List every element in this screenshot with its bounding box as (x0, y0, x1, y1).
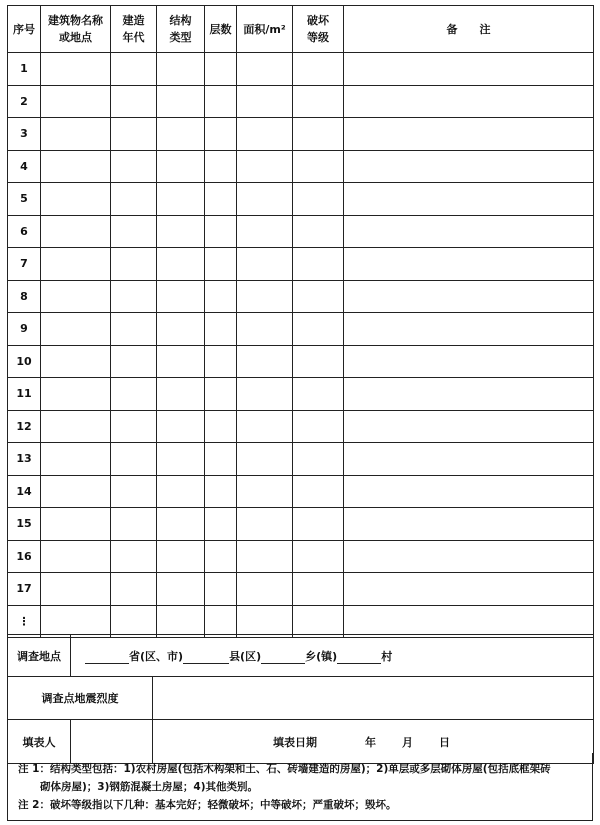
table-cell[interactable] (41, 183, 111, 216)
table-cell[interactable] (344, 280, 594, 313)
table-cell[interactable] (41, 605, 111, 638)
table-cell[interactable] (111, 443, 157, 476)
table-cell[interactable] (205, 248, 237, 281)
table-cell[interactable] (344, 118, 594, 151)
table-cell[interactable] (237, 85, 293, 118)
table-cell[interactable] (41, 118, 111, 151)
table-cell[interactable] (41, 573, 111, 606)
table-cell[interactable] (293, 508, 344, 541)
table-cell[interactable] (157, 150, 205, 183)
row-number: 15 (8, 508, 41, 541)
table-cell[interactable] (41, 475, 111, 508)
table-cell[interactable] (205, 150, 237, 183)
table-cell[interactable] (41, 508, 111, 541)
table-cell[interactable] (344, 475, 594, 508)
table-row (8, 248, 594, 281)
table-cell[interactable] (293, 573, 344, 606)
table-cell[interactable] (293, 215, 344, 248)
table-cell[interactable] (111, 280, 157, 313)
table-cell[interactable] (237, 345, 293, 378)
table-cell[interactable] (41, 215, 111, 248)
table-row (8, 53, 594, 86)
table-row (8, 443, 594, 476)
table-cell[interactable] (111, 85, 157, 118)
table-header-row (8, 6, 594, 53)
notes-section (7, 753, 593, 821)
intensity-field[interactable] (153, 677, 594, 720)
table-row (8, 345, 594, 378)
table-cell[interactable] (111, 183, 157, 216)
table-cell[interactable] (111, 508, 157, 541)
row-number: 3 (8, 118, 41, 151)
table-cell[interactable] (41, 53, 111, 86)
table-cell[interactable] (205, 540, 237, 573)
row-number: 16 (8, 540, 41, 573)
table-cell[interactable] (157, 508, 205, 541)
col-header-build-year: 建造 年代 (111, 6, 157, 53)
table-cell[interactable] (205, 475, 237, 508)
note-1: 注 1：结构类型包括：1)农村房屋(包括木构架和土、石、砖墙建造的房屋)；2)单层或多层砌体房屋(包括底框架砖 (18, 763, 551, 775)
table-row (8, 540, 594, 573)
table-cell[interactable] (205, 345, 237, 378)
intensity-label: 调查点地震烈度 (8, 677, 153, 720)
table-cell[interactable] (157, 53, 205, 86)
note-2: 注 2：破坏等级指以下几种：基本完好；轻微破坏；中等破坏；严重破坏；毁坏。 (18, 799, 397, 811)
col-header-floors: 层数 (205, 6, 237, 53)
table-cell[interactable] (344, 508, 594, 541)
col-header-structure-type: 结构 类型 (157, 6, 205, 53)
table-cell[interactable] (41, 443, 111, 476)
table-cell[interactable] (344, 313, 594, 346)
table-cell[interactable] (41, 313, 111, 346)
table-cell[interactable] (157, 345, 205, 378)
table-cell[interactable] (205, 410, 237, 443)
table-cell[interactable] (293, 475, 344, 508)
table-cell[interactable] (237, 508, 293, 541)
row-number: 4 (8, 150, 41, 183)
table-cell[interactable] (41, 378, 111, 411)
table-cell[interactable] (237, 53, 293, 86)
table-cell[interactable] (237, 378, 293, 411)
table-cell[interactable] (111, 378, 157, 411)
table-cell[interactable] (237, 280, 293, 313)
table-cell[interactable] (157, 215, 205, 248)
location-label: 调查地点 (8, 635, 71, 677)
table-cell[interactable] (41, 345, 111, 378)
table-cell[interactable] (111, 540, 157, 573)
table-cell[interactable] (237, 150, 293, 183)
table-cell[interactable] (157, 475, 205, 508)
table-cell[interactable] (237, 183, 293, 216)
row-number: 12 (8, 410, 41, 443)
table-cell[interactable] (157, 410, 205, 443)
table-cell[interactable] (111, 215, 157, 248)
table-cell[interactable] (293, 378, 344, 411)
table-cell[interactable] (111, 248, 157, 281)
survey-info-table (7, 634, 594, 764)
table-cell[interactable] (237, 605, 293, 638)
table-cell[interactable] (344, 540, 594, 573)
table-cell[interactable] (157, 183, 205, 216)
table-cell[interactable] (344, 410, 594, 443)
table-row (8, 410, 594, 443)
location-row (8, 635, 594, 677)
table-row (8, 183, 594, 216)
row-number: 2 (8, 85, 41, 118)
table-cell[interactable] (157, 118, 205, 151)
row-number: 17 (8, 573, 41, 606)
table-cell[interactable] (237, 215, 293, 248)
table-cell[interactable] (41, 540, 111, 573)
table-cell[interactable] (237, 573, 293, 606)
table-cell[interactable] (205, 85, 237, 118)
table-cell[interactable] (293, 150, 344, 183)
table-cell[interactable] (111, 410, 157, 443)
table-cell[interactable] (293, 248, 344, 281)
table-row (8, 573, 594, 606)
table-cell[interactable] (344, 443, 594, 476)
table-cell[interactable] (205, 313, 237, 346)
table-cell[interactable] (157, 443, 205, 476)
table-cell[interactable] (205, 573, 237, 606)
note-1-continued: 砌体房屋)；3)钢筋混凝土房屋；4)其他类别。 (40, 781, 259, 793)
table-cell[interactable] (205, 378, 237, 411)
row-number: 9 (8, 313, 41, 346)
table-cell[interactable] (41, 280, 111, 313)
table-cell[interactable] (205, 118, 237, 151)
table-cell[interactable] (111, 475, 157, 508)
table-cell[interactable] (344, 150, 594, 183)
table-row (8, 313, 594, 346)
table-cell[interactable] (41, 410, 111, 443)
table-cell[interactable] (293, 345, 344, 378)
table-cell[interactable] (205, 215, 237, 248)
table-cell[interactable] (111, 345, 157, 378)
table-cell[interactable] (237, 410, 293, 443)
location-field[interactable]: 省(区、市) 县(区) 乡(镇) 村 (71, 635, 594, 677)
row-number: ⋮ (8, 605, 41, 638)
table-row (8, 118, 594, 151)
table-cell[interactable] (237, 248, 293, 281)
table-cell[interactable] (111, 53, 157, 86)
table-cell[interactable] (157, 313, 205, 346)
row-number: 5 (8, 183, 41, 216)
date-label: 填表日期 (273, 735, 317, 749)
table-cell[interactable] (205, 183, 237, 216)
table-cell[interactable] (157, 605, 205, 638)
table-cell[interactable] (293, 53, 344, 86)
table-row (8, 475, 594, 508)
row-number: 6 (8, 215, 41, 248)
table-cell[interactable] (205, 508, 237, 541)
table-cell[interactable] (293, 85, 344, 118)
row-number: 8 (8, 280, 41, 313)
table-cell[interactable] (344, 183, 594, 216)
table-cell[interactable] (293, 118, 344, 151)
building-damage-table (7, 5, 594, 638)
table-cell[interactable] (111, 605, 157, 638)
table-row (8, 150, 594, 183)
table-cell[interactable] (237, 540, 293, 573)
table-row (8, 85, 594, 118)
table-cell[interactable] (205, 605, 237, 638)
table-cell[interactable] (41, 85, 111, 118)
table-cell[interactable] (205, 443, 237, 476)
table-cell[interactable] (344, 605, 594, 638)
row-number: 14 (8, 475, 41, 508)
table-row (8, 605, 594, 638)
col-header-remarks: 备 注 (344, 6, 594, 53)
table-cell[interactable] (293, 443, 344, 476)
table-cell[interactable] (344, 215, 594, 248)
table-cell[interactable] (111, 118, 157, 151)
table-cell[interactable] (293, 313, 344, 346)
row-number: 10 (8, 345, 41, 378)
date-field[interactable]: 填表日期 年 月 日 (153, 720, 594, 764)
table-cell[interactable] (205, 280, 237, 313)
filler-label: 填表人 (8, 720, 71, 764)
table-cell[interactable] (41, 150, 111, 183)
intensity-row (8, 677, 594, 720)
table-cell[interactable] (293, 183, 344, 216)
col-header-building-name: 建筑物名称 或地点 (41, 6, 111, 53)
table-cell[interactable] (344, 248, 594, 281)
table-cell[interactable] (157, 540, 205, 573)
table-cell[interactable] (344, 53, 594, 86)
table-cell[interactable] (111, 573, 157, 606)
row-number: 1 (8, 53, 41, 86)
table-cell[interactable] (111, 313, 157, 346)
table-cell[interactable] (293, 410, 344, 443)
table-cell[interactable] (205, 53, 237, 86)
table-cell[interactable] (344, 378, 594, 411)
table-cell[interactable] (293, 540, 344, 573)
table-cell[interactable] (111, 150, 157, 183)
row-number: 13 (8, 443, 41, 476)
table-cell[interactable] (157, 85, 205, 118)
table-cell[interactable] (237, 443, 293, 476)
table-cell[interactable] (344, 573, 594, 606)
table-cell[interactable] (157, 280, 205, 313)
row-number: 7 (8, 248, 41, 281)
table-cell[interactable] (41, 248, 111, 281)
table-cell[interactable] (157, 573, 205, 606)
row-number: 11 (8, 378, 41, 411)
table-row (8, 280, 594, 313)
table-cell[interactable] (293, 605, 344, 638)
table-row (8, 215, 594, 248)
col-header-damage-grade: 破坏 等级 (293, 6, 344, 53)
table-row (8, 378, 594, 411)
col-header-no: 序号 (8, 6, 41, 53)
col-header-area: 面积/m² (237, 6, 293, 53)
table-cell[interactable] (237, 313, 293, 346)
table-cell[interactable] (293, 280, 344, 313)
table-cell[interactable] (157, 378, 205, 411)
table-cell[interactable] (157, 248, 205, 281)
table-row (8, 508, 594, 541)
table-cell[interactable] (237, 118, 293, 151)
table-cell[interactable] (237, 475, 293, 508)
table-cell[interactable] (344, 345, 594, 378)
table-cell[interactable] (344, 85, 594, 118)
